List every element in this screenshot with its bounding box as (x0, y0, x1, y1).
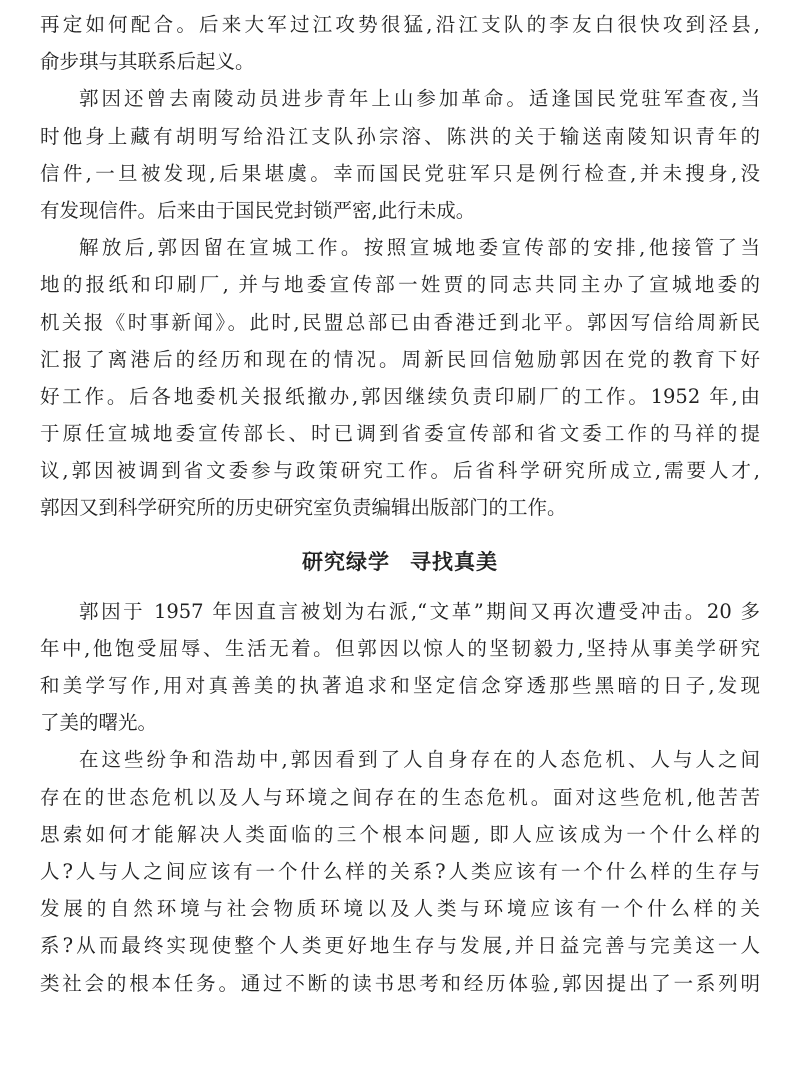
text-line: 信件,一旦被发现,后果堪虞。幸而国民党驻军只是例行检查,并未搜身,没 (40, 161, 760, 185)
paragraph (40, 80, 760, 229)
text-line: 时他身上藏有胡明写给沿江支队孙宗溶、陈洪的关于输送南陵知识青年的 (40, 124, 760, 148)
text-line: 人?人与人之间应该有一个什么样的关系?人类应该有一个什么样的生存与 (40, 859, 760, 883)
text-line: 发展的自然环境与社会物质环境以及人类与环境应该有一个什么样的关 (40, 897, 760, 921)
text-line: 了美的曙光。 (40, 711, 158, 735)
text-line: 俞步琪与其联系后起义。 (40, 50, 255, 74)
text-line: 年中,他饱受屈辱、生活无着。但郭因以惊人的坚韧毅力,坚持从事美学研究 (40, 636, 760, 660)
text-line: 在这些纷争和浩劫中,郭因看到了人自身存在的人态危机、人与人之间 (79, 748, 760, 772)
text-line: 和美学写作,用对真善美的执著追求和坚定信念穿透那些黑暗的日子,发现 (40, 674, 760, 697)
text-line: 汇报了离港后的经历和现在的情况。周新民回信勉励郭因在党的教育下好 (40, 347, 760, 371)
text-line: 存在的世态危机以及人与环境之间存在的生态危机。面对这些危机,他苦苦 (40, 785, 760, 809)
text-line: 地的报纸和印刷厂, 并与地委宣传部一姓贾的同志共同主办了宣城地委的 (40, 273, 760, 297)
book-page (40, 6, 760, 1002)
text-line: 再定如何配合。后来大军过江攻势很猛,沿江支队的李友白很快攻到泾县, (40, 13, 760, 36)
text-line: 类社会的根本任务。通过不断的读书思考和经历体验,郭因提出了一系列明 (40, 971, 760, 995)
paragraph (40, 741, 760, 1001)
section-heading-part: 寻找真美 (410, 549, 498, 574)
section-heading-part: 研究绿学 (302, 549, 390, 574)
text-line: 系?从而最终实现使整个人类更好地生存与发展,并日益完善与完美这一人 (40, 934, 760, 958)
text-line: 解放后,郭因留在宣城工作。按照宣城地委宣传部的安排,他接管了当 (79, 236, 760, 260)
text-line: 议,郭因被调到省文委参与政策研究工作。后省科学研究所成立,需要人才, (40, 459, 760, 483)
text-line: 郭因又到科学研究所的历史研究室负责编辑出版部门的工作。 (40, 496, 567, 520)
text-line: 于原任宣城地委宣传部长、时已调到省委宣传部和省文委工作的马祥的提 (40, 422, 760, 446)
paragraph (40, 6, 760, 80)
text-line: 郭因还曾去南陵动员进步青年上山参加革命。适逢国民党驻军查夜,当 (79, 87, 760, 111)
text-line: 郭因于 1957 年因直言被划为右派,“文革”期间又再次遭受冲击。20 多 (79, 599, 760, 623)
section-heading (40, 531, 760, 593)
text-line: 有发现信件。后来由于国民党封锁严密,此行未成。 (40, 198, 476, 222)
text-line: 思索如何才能解决人类面临的三个根本问题, 即人应该成为一个什么样的 (40, 822, 760, 846)
text-line: 机关报《时事新闻》。此时,民盟总部已由香港迁到北平。郭因写信给周新民 (40, 310, 760, 334)
paragraph (40, 229, 760, 527)
paragraph (40, 593, 760, 742)
text-line: 好工作。后各地委机关报纸撤办,郭因继续负责印刷厂的工作。1952 年,由 (40, 384, 760, 408)
